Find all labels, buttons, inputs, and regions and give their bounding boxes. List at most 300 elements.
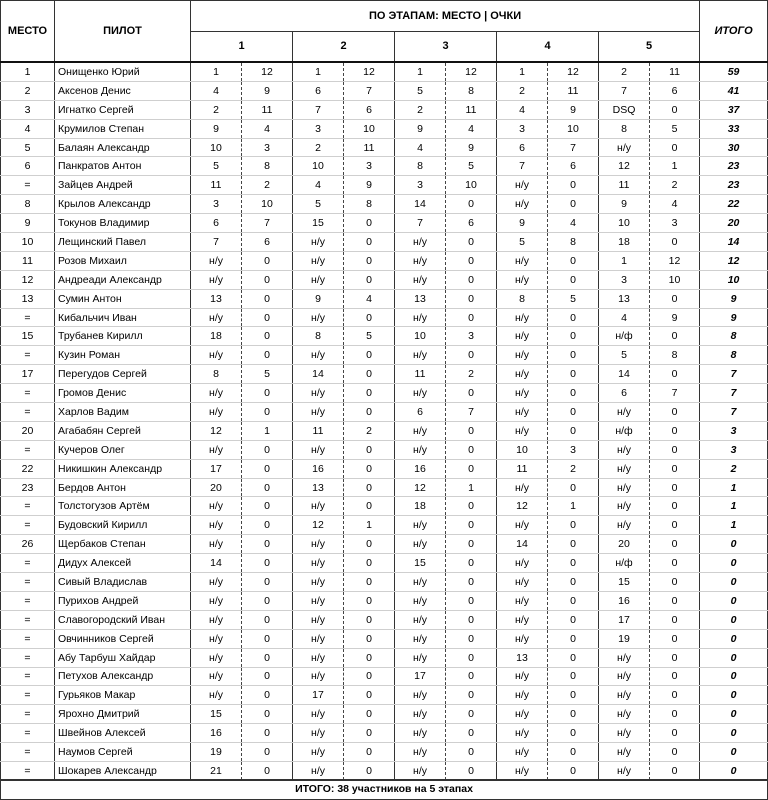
stage4-points-cell: 0: [548, 176, 599, 195]
stage1-place-cell: н/у: [191, 629, 242, 648]
stage3-points-cell: 0: [446, 195, 497, 214]
stage5-points-cell: 0: [650, 648, 700, 667]
stage2-place-cell: н/у: [293, 346, 344, 365]
stage1-points-cell: 0: [242, 610, 293, 629]
total-cell: 0: [700, 667, 768, 686]
stage1-place-cell: 18: [191, 327, 242, 346]
stage4-points-cell: 0: [548, 384, 599, 403]
stage1-points-cell: 0: [242, 705, 293, 724]
stage2-place-cell: н/у: [293, 705, 344, 724]
header-place: МЕСТО: [1, 1, 55, 63]
pilot-cell: Толстогузов Артём: [55, 497, 191, 516]
stage4-points-cell: 8: [548, 233, 599, 252]
stage2-place-cell: 5: [293, 195, 344, 214]
stage1-points-cell: 2: [242, 176, 293, 195]
stage1-points-cell: 3: [242, 138, 293, 157]
stage3-points-cell: 0: [446, 308, 497, 327]
stage4-place-cell: н/у: [497, 743, 548, 762]
pilot-cell: Будовский Кирилл: [55, 516, 191, 535]
stage3-place-cell: н/у: [395, 591, 446, 610]
stage5-points-cell: 11: [650, 62, 700, 81]
total-cell: 23: [700, 157, 768, 176]
stage3-place-cell: 16: [395, 459, 446, 478]
pilot-cell: Кибальчич Иван: [55, 308, 191, 327]
place-cell: 13: [1, 289, 55, 308]
stage3-points-cell: 0: [446, 743, 497, 762]
stage5-points-cell: 0: [650, 705, 700, 724]
pilot-cell: Андреади Александр: [55, 270, 191, 289]
stage1-points-cell: 0: [242, 497, 293, 516]
stage5-points-cell: 4: [650, 195, 700, 214]
place-cell: 22: [1, 459, 55, 478]
stage1-place-cell: н/у: [191, 403, 242, 422]
stage2-points-cell: 6: [344, 100, 395, 119]
stage1-place-cell: н/у: [191, 384, 242, 403]
stage5-points-cell: 9: [650, 308, 700, 327]
stage5-place-cell: 14: [599, 365, 650, 384]
stage5-points-cell: 0: [650, 440, 700, 459]
header-stage-3: 3: [395, 31, 497, 62]
table-row: [1, 138, 768, 157]
stage4-place-cell: н/у: [497, 176, 548, 195]
stage4-place-cell: н/у: [497, 195, 548, 214]
stage1-points-cell: 0: [242, 459, 293, 478]
stage4-place-cell: 1: [497, 62, 548, 81]
total-cell: 0: [700, 610, 768, 629]
stage5-points-cell: 0: [650, 535, 700, 554]
stage5-place-cell: 12: [599, 157, 650, 176]
place-cell: 23: [1, 478, 55, 497]
header-stage-2: 2: [293, 31, 395, 62]
table-row: [1, 289, 768, 308]
pilot-cell: Славогородский Иван: [55, 610, 191, 629]
stage5-points-cell: 0: [650, 610, 700, 629]
stage1-points-cell: 0: [242, 403, 293, 422]
table-row: [1, 743, 768, 762]
stage3-place-cell: 14: [395, 195, 446, 214]
stage3-place-cell: н/у: [395, 761, 446, 780]
total-cell: 0: [700, 705, 768, 724]
stage3-points-cell: 1: [446, 478, 497, 497]
stage5-place-cell: 11: [599, 176, 650, 195]
stage3-place-cell: 10: [395, 327, 446, 346]
table-row: [1, 535, 768, 554]
stage4-place-cell: н/у: [497, 478, 548, 497]
stage1-place-cell: н/у: [191, 497, 242, 516]
stage4-place-cell: 13: [497, 648, 548, 667]
stage2-points-cell: 10: [344, 119, 395, 138]
stage1-place-cell: 15: [191, 705, 242, 724]
stage4-place-cell: н/у: [497, 327, 548, 346]
stage3-points-cell: 0: [446, 516, 497, 535]
stage5-points-cell: 0: [650, 100, 700, 119]
stage5-place-cell: н/у: [599, 478, 650, 497]
stage4-points-cell: 6: [548, 157, 599, 176]
stage1-place-cell: н/у: [191, 516, 242, 535]
stage2-points-cell: 8: [344, 195, 395, 214]
stage5-place-cell: н/у: [599, 667, 650, 686]
pilot-cell: Крылов Александр: [55, 195, 191, 214]
stage3-points-cell: 2: [446, 365, 497, 384]
stage1-points-cell: 0: [242, 761, 293, 780]
stage5-place-cell: 5: [599, 346, 650, 365]
stage1-place-cell: 21: [191, 761, 242, 780]
pilot-cell: Аксенов Денис: [55, 81, 191, 100]
stage4-points-cell: 0: [548, 705, 599, 724]
stage2-place-cell: 11: [293, 421, 344, 440]
stage5-points-cell: 0: [650, 629, 700, 648]
total-cell: 9: [700, 289, 768, 308]
total-cell: 2: [700, 459, 768, 478]
stage2-place-cell: 6: [293, 81, 344, 100]
place-cell: =: [1, 497, 55, 516]
stage4-points-cell: 0: [548, 591, 599, 610]
stage5-place-cell: н/у: [599, 440, 650, 459]
stage3-place-cell: н/у: [395, 308, 446, 327]
table-row: [1, 629, 768, 648]
table-row: [1, 119, 768, 138]
stage2-points-cell: 0: [344, 667, 395, 686]
table-row: [1, 403, 768, 422]
stage4-points-cell: 10: [548, 119, 599, 138]
stage2-place-cell: н/у: [293, 233, 344, 252]
stage3-points-cell: 9: [446, 138, 497, 157]
stage5-place-cell: н/ф: [599, 421, 650, 440]
stage5-place-cell: 18: [599, 233, 650, 252]
stage4-points-cell: 2: [548, 459, 599, 478]
stage2-place-cell: 13: [293, 478, 344, 497]
stage1-place-cell: н/у: [191, 591, 242, 610]
stage4-points-cell: 0: [548, 403, 599, 422]
place-cell: =: [1, 591, 55, 610]
stage5-place-cell: н/ф: [599, 327, 650, 346]
total-cell: 0: [700, 724, 768, 743]
stage2-place-cell: н/у: [293, 610, 344, 629]
table-body: [1, 62, 768, 780]
pilot-cell: Наумов Сергей: [55, 743, 191, 762]
stage5-place-cell: 6: [599, 384, 650, 403]
stage5-points-cell: 7: [650, 384, 700, 403]
place-cell: =: [1, 384, 55, 403]
stage3-points-cell: 0: [446, 346, 497, 365]
stage3-points-cell: 0: [446, 289, 497, 308]
stage1-points-cell: 0: [242, 516, 293, 535]
table-row: [1, 591, 768, 610]
stage4-points-cell: 0: [548, 516, 599, 535]
stage2-points-cell: 0: [344, 214, 395, 233]
table-row: [1, 195, 768, 214]
stage1-points-cell: 0: [242, 724, 293, 743]
stage3-place-cell: 4: [395, 138, 446, 157]
stage3-points-cell: 0: [446, 270, 497, 289]
stage5-place-cell: 20: [599, 535, 650, 554]
place-cell: =: [1, 724, 55, 743]
stage3-points-cell: 0: [446, 761, 497, 780]
stage2-place-cell: н/у: [293, 629, 344, 648]
pilot-cell: Трубанев Кирилл: [55, 327, 191, 346]
stage4-place-cell: н/у: [497, 346, 548, 365]
stage4-place-cell: н/у: [497, 573, 548, 592]
stage5-place-cell: н/у: [599, 497, 650, 516]
stage3-place-cell: 17: [395, 667, 446, 686]
pilot-cell: Овчинников Сергей: [55, 629, 191, 648]
stage4-place-cell: н/у: [497, 705, 548, 724]
pilot-cell: Зайцев Андрей: [55, 176, 191, 195]
stage3-points-cell: 0: [446, 610, 497, 629]
stage2-points-cell: 11: [344, 138, 395, 157]
place-cell: 8: [1, 195, 55, 214]
stage3-place-cell: н/у: [395, 686, 446, 705]
stage3-place-cell: 5: [395, 81, 446, 100]
pilot-cell: Дидух Алексей: [55, 554, 191, 573]
stage2-place-cell: н/у: [293, 573, 344, 592]
stage3-place-cell: 13: [395, 289, 446, 308]
stage2-place-cell: 7: [293, 100, 344, 119]
stage3-points-cell: 6: [446, 214, 497, 233]
place-cell: =: [1, 705, 55, 724]
place-cell: 1: [1, 62, 55, 81]
stage2-points-cell: 0: [344, 743, 395, 762]
stage1-points-cell: 0: [242, 535, 293, 554]
stage3-points-cell: 4: [446, 119, 497, 138]
stage2-points-cell: 0: [344, 346, 395, 365]
stage2-place-cell: н/у: [293, 761, 344, 780]
stage3-place-cell: н/у: [395, 724, 446, 743]
stage1-points-cell: 6: [242, 233, 293, 252]
stage5-points-cell: 0: [650, 686, 700, 705]
place-cell: 12: [1, 270, 55, 289]
table-row: [1, 516, 768, 535]
stage4-place-cell: н/у: [497, 516, 548, 535]
stage3-points-cell: 0: [446, 554, 497, 573]
total-cell: 9: [700, 308, 768, 327]
total-cell: 37: [700, 100, 768, 119]
stage1-place-cell: н/у: [191, 346, 242, 365]
place-cell: =: [1, 516, 55, 535]
place-cell: 17: [1, 365, 55, 384]
stage4-place-cell: н/у: [497, 365, 548, 384]
header-stage-5: 5: [599, 31, 700, 62]
stage4-points-cell: 11: [548, 81, 599, 100]
stage5-place-cell: 19: [599, 629, 650, 648]
pilot-cell: Сивый Владислав: [55, 573, 191, 592]
stage2-place-cell: н/у: [293, 724, 344, 743]
stage5-points-cell: 0: [650, 421, 700, 440]
stage3-points-cell: 0: [446, 459, 497, 478]
header-stage-1: 1: [191, 31, 293, 62]
stage2-place-cell: н/у: [293, 384, 344, 403]
stage5-points-cell: 5: [650, 119, 700, 138]
stage3-place-cell: н/у: [395, 610, 446, 629]
stage4-place-cell: н/у: [497, 384, 548, 403]
stage5-points-cell: 0: [650, 573, 700, 592]
stage4-points-cell: 0: [548, 667, 599, 686]
stage1-points-cell: 0: [242, 327, 293, 346]
place-cell: 20: [1, 421, 55, 440]
total-cell: 0: [700, 591, 768, 610]
stage4-place-cell: н/у: [497, 403, 548, 422]
stage4-points-cell: 4: [548, 214, 599, 233]
total-cell: 30: [700, 138, 768, 157]
stage4-points-cell: 0: [548, 346, 599, 365]
stage5-points-cell: 8: [650, 346, 700, 365]
total-cell: 1: [700, 516, 768, 535]
stage1-points-cell: 8: [242, 157, 293, 176]
stage1-points-cell: 12: [242, 62, 293, 81]
stage3-place-cell: н/у: [395, 233, 446, 252]
stage2-points-cell: 0: [344, 554, 395, 573]
total-cell: 7: [700, 365, 768, 384]
stage2-points-cell: 0: [344, 629, 395, 648]
stage5-points-cell: 0: [650, 497, 700, 516]
stage2-place-cell: н/у: [293, 667, 344, 686]
place-cell: 26: [1, 535, 55, 554]
stage1-place-cell: 16: [191, 724, 242, 743]
stage4-place-cell: н/у: [497, 591, 548, 610]
stage5-place-cell: н/у: [599, 686, 650, 705]
place-cell: 4: [1, 119, 55, 138]
stage4-points-cell: 9: [548, 100, 599, 119]
stage1-points-cell: 0: [242, 440, 293, 459]
stage1-place-cell: 10: [191, 138, 242, 157]
place-cell: =: [1, 610, 55, 629]
stage3-points-cell: 0: [446, 421, 497, 440]
stage3-place-cell: 15: [395, 554, 446, 573]
stage3-place-cell: н/у: [395, 705, 446, 724]
stage5-place-cell: н/у: [599, 648, 650, 667]
pilot-cell: Лещинский Павел: [55, 233, 191, 252]
stage5-points-cell: 0: [650, 233, 700, 252]
stage3-place-cell: н/у: [395, 421, 446, 440]
stage4-place-cell: 12: [497, 497, 548, 516]
stage3-points-cell: 12: [446, 62, 497, 81]
total-cell: 0: [700, 743, 768, 762]
stage4-place-cell: 14: [497, 535, 548, 554]
stage5-points-cell: 12: [650, 251, 700, 270]
pilot-cell: Петухов Александр: [55, 667, 191, 686]
table-header: [1, 1, 768, 63]
stage1-place-cell: 17: [191, 459, 242, 478]
table-row: [1, 667, 768, 686]
stage4-points-cell: 0: [548, 629, 599, 648]
stage3-points-cell: 11: [446, 100, 497, 119]
stage3-points-cell: 0: [446, 384, 497, 403]
stage5-place-cell: DSQ: [599, 100, 650, 119]
total-cell: 7: [700, 384, 768, 403]
stage4-place-cell: 8: [497, 289, 548, 308]
table-row: [1, 100, 768, 119]
stage1-points-cell: 7: [242, 214, 293, 233]
stage1-points-cell: 0: [242, 743, 293, 762]
stage4-place-cell: 10: [497, 440, 548, 459]
total-cell: 3: [700, 440, 768, 459]
place-cell: 10: [1, 233, 55, 252]
stage4-place-cell: 3: [497, 119, 548, 138]
stage2-place-cell: н/у: [293, 308, 344, 327]
stage1-place-cell: н/у: [191, 251, 242, 270]
stage5-place-cell: н/у: [599, 138, 650, 157]
stage5-place-cell: н/у: [599, 459, 650, 478]
table-row: [1, 365, 768, 384]
stage5-place-cell: н/у: [599, 743, 650, 762]
stage2-points-cell: 0: [344, 384, 395, 403]
stage2-points-cell: 12: [344, 62, 395, 81]
stage2-place-cell: н/у: [293, 743, 344, 762]
stage3-place-cell: н/у: [395, 648, 446, 667]
total-cell: 3: [700, 421, 768, 440]
header-stage-4: 4: [497, 31, 599, 62]
header-pilot: ПИЛОТ: [55, 1, 191, 63]
stage2-points-cell: 0: [344, 403, 395, 422]
stage4-place-cell: н/у: [497, 667, 548, 686]
stage3-place-cell: 8: [395, 157, 446, 176]
stage3-points-cell: 0: [446, 705, 497, 724]
table-row: [1, 308, 768, 327]
stage4-points-cell: 1: [548, 497, 599, 516]
stage1-place-cell: 4: [191, 81, 242, 100]
stage2-points-cell: 0: [344, 308, 395, 327]
total-cell: 10: [700, 270, 768, 289]
pilot-cell: Токунов Владимир: [55, 214, 191, 233]
stage1-place-cell: н/у: [191, 440, 242, 459]
stage5-points-cell: 10: [650, 270, 700, 289]
stage4-place-cell: 4: [497, 100, 548, 119]
stage1-points-cell: 11: [242, 100, 293, 119]
stage1-place-cell: 9: [191, 119, 242, 138]
stage4-points-cell: 0: [548, 478, 599, 497]
stage4-points-cell: 0: [548, 686, 599, 705]
stage3-place-cell: 11: [395, 365, 446, 384]
stage3-place-cell: н/у: [395, 743, 446, 762]
stage2-points-cell: 0: [344, 535, 395, 554]
place-cell: 15: [1, 327, 55, 346]
stage5-points-cell: 0: [650, 724, 700, 743]
stage5-place-cell: н/ф: [599, 554, 650, 573]
stage2-place-cell: н/у: [293, 554, 344, 573]
total-cell: 22: [700, 195, 768, 214]
total-cell: 0: [700, 761, 768, 780]
stage2-place-cell: 12: [293, 516, 344, 535]
stage2-place-cell: 17: [293, 686, 344, 705]
stage1-place-cell: н/у: [191, 573, 242, 592]
stage4-points-cell: 0: [548, 648, 599, 667]
pilot-cell: Громов Денис: [55, 384, 191, 403]
stage5-points-cell: 0: [650, 554, 700, 573]
pilot-cell: Шокарев Александр: [55, 761, 191, 780]
stage2-place-cell: 9: [293, 289, 344, 308]
stage2-points-cell: 0: [344, 573, 395, 592]
stage5-place-cell: н/у: [599, 516, 650, 535]
stage1-points-cell: 0: [242, 629, 293, 648]
stage4-points-cell: 0: [548, 195, 599, 214]
stage4-place-cell: 7: [497, 157, 548, 176]
stage4-points-cell: 0: [548, 365, 599, 384]
stage1-place-cell: 1: [191, 62, 242, 81]
stage1-place-cell: 7: [191, 233, 242, 252]
stage2-place-cell: 4: [293, 176, 344, 195]
table-row: [1, 421, 768, 440]
stage5-place-cell: 16: [599, 591, 650, 610]
stage4-points-cell: 3: [548, 440, 599, 459]
stage1-place-cell: 8: [191, 365, 242, 384]
stage2-points-cell: 7: [344, 81, 395, 100]
stage4-place-cell: н/у: [497, 251, 548, 270]
pilot-cell: Онищенко Юрий: [55, 62, 191, 81]
pilot-cell: Крумилов Степан: [55, 119, 191, 138]
stage2-points-cell: 1: [344, 516, 395, 535]
stage5-place-cell: 3: [599, 270, 650, 289]
pilot-cell: Балаян Александр: [55, 138, 191, 157]
